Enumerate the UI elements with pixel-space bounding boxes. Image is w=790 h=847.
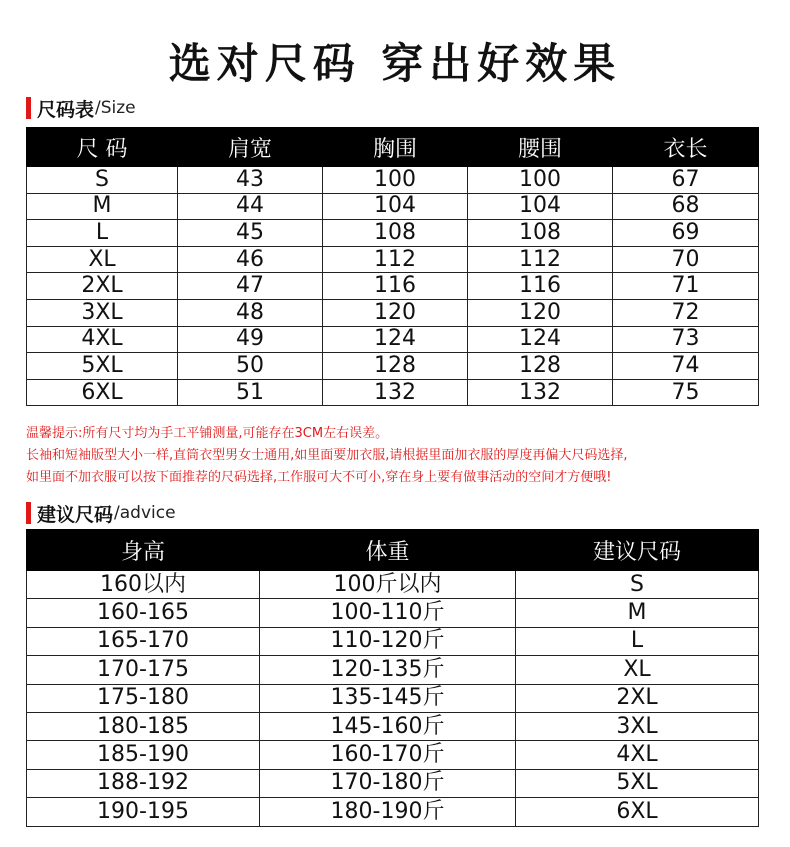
note-line: 温馨提示:所有尺寸均为手工平铺测量,可能存在3CM左右误差。	[26, 426, 389, 441]
height-cell: 180-185	[27, 712, 260, 740]
advice-title-sub: /advice	[114, 503, 176, 523]
recommended-size-cell: 3XL	[516, 712, 759, 740]
size-cell: XL	[27, 246, 178, 273]
shoulder-cell: 51	[178, 379, 323, 406]
chest-cell: 116	[323, 273, 468, 300]
size-cell: 3XL	[27, 299, 178, 326]
header-shoulder: 肩宽	[178, 128, 323, 167]
table-row	[27, 246, 759, 273]
table-row	[27, 193, 759, 220]
shoulder-cell: 48	[178, 299, 323, 326]
header-waist: 腰围	[468, 128, 613, 167]
size-cell: M	[27, 193, 178, 220]
size-section-title	[26, 95, 136, 121]
height-cell: 190-195	[27, 798, 260, 826]
height-cell: 188-192	[27, 769, 260, 797]
weight-cell: 145-160斤	[260, 712, 516, 740]
advice-section-title	[26, 500, 176, 526]
recommended-size-cell: 4XL	[516, 741, 759, 769]
table-row	[27, 684, 759, 712]
table-row	[27, 656, 759, 684]
weight-cell: 170-180斤	[260, 769, 516, 797]
height-cell: 165-170	[27, 627, 260, 655]
chest-cell: 124	[323, 326, 468, 353]
recommended-size-cell: L	[516, 627, 759, 655]
table-row	[27, 798, 759, 826]
size-cell: 6XL	[27, 379, 178, 406]
size-cell: 5XL	[27, 353, 178, 380]
advice-table	[26, 529, 759, 827]
weight-cell: 135-145斤	[260, 684, 516, 712]
size-cell: 4XL	[27, 326, 178, 353]
recommended-size-cell: S	[516, 571, 759, 599]
table-row	[27, 299, 759, 326]
size-cell: 2XL	[27, 273, 178, 300]
weight-cell: 120-135斤	[260, 656, 516, 684]
table-row	[27, 712, 759, 740]
header-height: 身高	[27, 530, 260, 571]
waist-cell: 128	[468, 353, 613, 380]
shoulder-cell: 44	[178, 193, 323, 220]
section-marker	[26, 97, 31, 119]
table-row	[27, 769, 759, 797]
chest-cell: 128	[323, 353, 468, 380]
length-cell: 68	[613, 193, 759, 220]
table-row	[27, 220, 759, 247]
size-cell: S	[27, 167, 178, 194]
header-recommended-size: 建议尺码	[516, 530, 759, 571]
length-cell: 72	[613, 299, 759, 326]
weight-cell: 100斤以内	[260, 571, 516, 599]
waist-cell: 116	[468, 273, 613, 300]
length-cell: 69	[613, 220, 759, 247]
header-chest: 胸围	[323, 128, 468, 167]
advice-table-header-row	[27, 530, 759, 571]
note-line: 如里面不加衣服可以按下面推荐的尺码选择,工作服可大不可小,穿在身上要有做事活动的空间才方便哦!	[26, 470, 612, 485]
header-size: 尺 码	[27, 128, 178, 167]
measurement-notes	[26, 423, 776, 489]
advice-title-main: 建议尺码	[37, 503, 114, 526]
length-cell: 75	[613, 379, 759, 406]
height-cell: 160以内	[27, 571, 260, 599]
height-cell: 185-190	[27, 741, 260, 769]
header-length: 衣长	[613, 128, 759, 167]
chest-cell: 104	[323, 193, 468, 220]
chest-cell: 100	[323, 167, 468, 194]
table-row	[27, 627, 759, 655]
shoulder-cell: 45	[178, 220, 323, 247]
height-cell: 170-175	[27, 656, 260, 684]
chest-cell: 132	[323, 379, 468, 406]
table-row	[27, 167, 759, 194]
section-marker	[26, 502, 31, 524]
weight-cell: 110-120斤	[260, 627, 516, 655]
weight-cell: 160-170斤	[260, 741, 516, 769]
note-line: 长袖和短袖版型大小一样,直筒衣型男女士通用,如里面要加衣服,请根据里面加衣服的厚度再偏大尺码选择,	[26, 448, 628, 463]
weight-cell: 100-110斤	[260, 599, 516, 627]
chest-cell: 112	[323, 246, 468, 273]
table-row	[27, 353, 759, 380]
length-cell: 67	[613, 167, 759, 194]
chest-cell: 108	[323, 220, 468, 247]
table-row	[27, 326, 759, 353]
length-cell: 71	[613, 273, 759, 300]
length-cell: 74	[613, 353, 759, 380]
shoulder-cell: 43	[178, 167, 323, 194]
shoulder-cell: 49	[178, 326, 323, 353]
recommended-size-cell: XL	[516, 656, 759, 684]
waist-cell: 104	[468, 193, 613, 220]
waist-cell: 132	[468, 379, 613, 406]
recommended-size-cell: M	[516, 599, 759, 627]
waist-cell: 108	[468, 220, 613, 247]
size-table-header-row	[27, 128, 759, 167]
recommended-size-cell: 6XL	[516, 798, 759, 826]
header-weight: 体重	[260, 530, 516, 571]
length-cell: 70	[613, 246, 759, 273]
size-title-sub: /Size	[95, 98, 136, 118]
waist-cell: 100	[468, 167, 613, 194]
table-row	[27, 741, 759, 769]
table-row	[27, 571, 759, 599]
height-cell: 160-165	[27, 599, 260, 627]
waist-cell: 120	[468, 299, 613, 326]
size-table	[26, 127, 759, 406]
table-row	[27, 599, 759, 627]
size-title-main: 尺码表	[37, 98, 95, 121]
waist-cell: 124	[468, 326, 613, 353]
table-row	[27, 379, 759, 406]
chest-cell: 120	[323, 299, 468, 326]
weight-cell: 180-190斤	[260, 798, 516, 826]
table-row	[27, 273, 759, 300]
height-cell: 175-180	[27, 684, 260, 712]
length-cell: 73	[613, 326, 759, 353]
recommended-size-cell: 5XL	[516, 769, 759, 797]
shoulder-cell: 47	[178, 273, 323, 300]
page-headline: 选对尺码 穿出好效果	[168, 39, 622, 88]
shoulder-cell: 46	[178, 246, 323, 273]
shoulder-cell: 50	[178, 353, 323, 380]
waist-cell: 112	[468, 246, 613, 273]
recommended-size-cell: 2XL	[516, 684, 759, 712]
size-cell: L	[27, 220, 178, 247]
